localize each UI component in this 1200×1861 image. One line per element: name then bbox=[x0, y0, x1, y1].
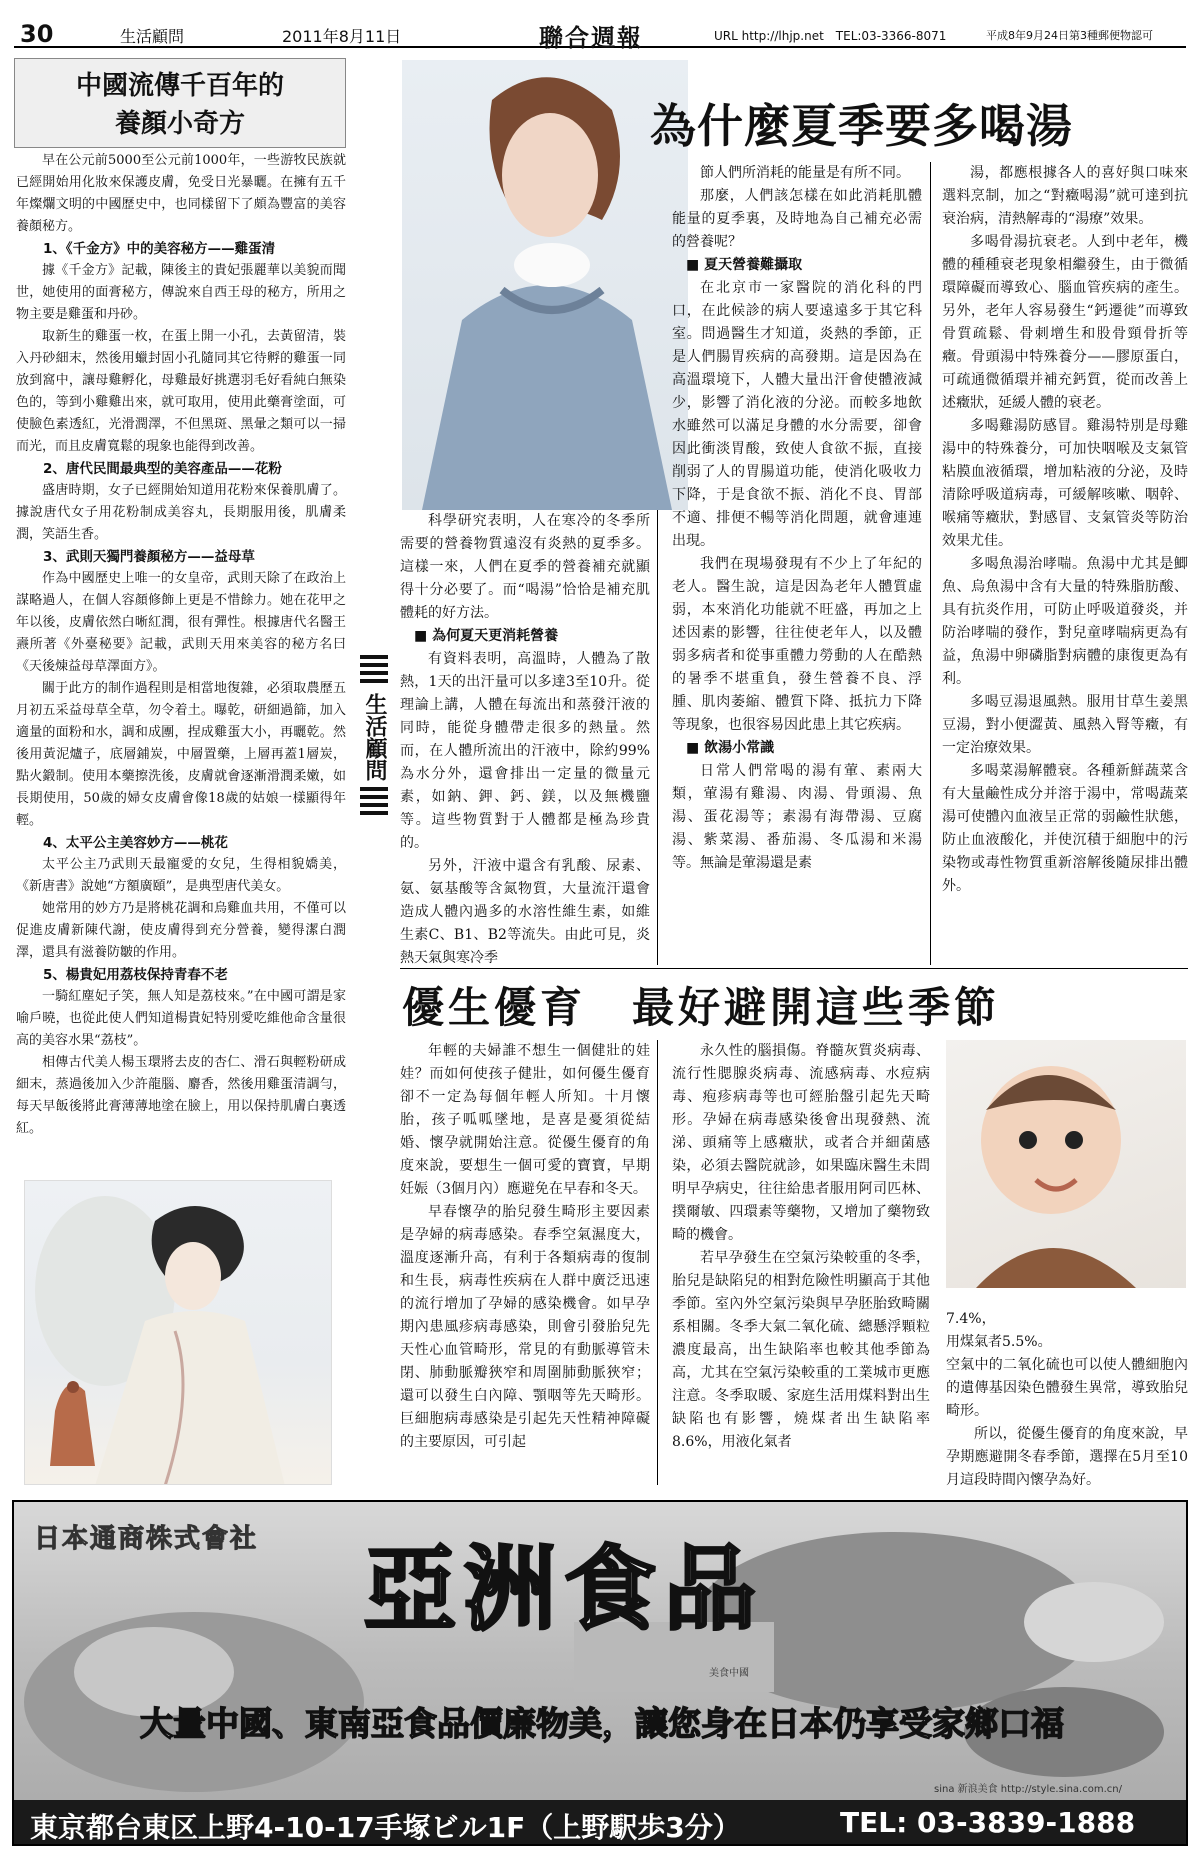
main-article-column-3 bbox=[942, 162, 1188, 965]
paragraph: 多喝骨湯抗衰老。人到中老年，機體的種種衰老現象相繼發生，由于微循環障礙而導致心、腦血管疾病的產生。另外，老年人容易發生“鈣遷徙”而導致骨質疏鬆、骨刺增生和股骨頸骨折等癥。骨頭湯中特殊養分——膠原蛋白，可疏通微循環并補充鈣質，從而改善上述癥狀，延緩人體的衰老。 bbox=[942, 234, 1188, 411]
paragraph: 相傳古代美人楊玉環將去皮的杏仁、滑石與輕粉研成細末，蒸過後加入少許龍腦、麝香，然後用雞蛋清調勻，每天早飯後將此膏薄薄地塗在臉上，用以保持肌膚白裏透紅。 bbox=[16, 1055, 346, 1136]
paragraph: 多喝菜湯解體衰。各種新鮮蔬菜含有大量鹼性成分并溶于湯中，常喝蔬菜湯可使體內血液呈正常的弱鹼性狀態，防止血液酸化，并使沉積于細胞中的污染物或毒性物質重新溶解後隨尿排出體外。 bbox=[942, 763, 1188, 894]
masthead: 聯合週報 bbox=[539, 24, 643, 52]
ad-watermark-meishi: 美食中國 bbox=[709, 1668, 749, 1679]
left-article-title bbox=[14, 58, 346, 148]
paragraph: 節人們所消耗的能量是有所不同。 bbox=[700, 165, 910, 181]
main-headline: 為什麼夏季要多喝湯 bbox=[650, 99, 1073, 153]
paragraph: 多喝魚湯治哮喘。魚湯中尤其是鯽魚、烏魚湯中含有大量的特殊脂肪酸、具有抗炎作用，可防止呼吸道發炎，并防治哮喘的發作，對兒童哮喘病更為有益，魚湯中卵磷脂對病體的康復更為有利。 bbox=[942, 556, 1188, 687]
issue-date: 2011年8月11日 bbox=[282, 27, 402, 46]
text-line: 7.4%， bbox=[946, 1311, 996, 1327]
second-article-column-3 bbox=[946, 1308, 1188, 1488]
ad-watermark-sina: sina 新浪美食 http://style.sina.com.cn/ bbox=[934, 1784, 1122, 1795]
asia-food-advertisement bbox=[12, 1500, 1188, 1846]
paragraph: 一騎紅塵妃子笑，無人知是荔枝來。”在中國可謂是家喻戶曉，也從此使人們知道楊貴妃特別愛吃維他命含量很高的美容水果“荔枝”。 bbox=[16, 989, 346, 1048]
paragraph: 多喝雞湯防感冒。雞湯特別是母雞湯中的特殊養分，可加快咽喉及支氣管粘膜血液循環，增加粘液的分泌，及時清除呼吸道病毒，可緩解咳嗽、咽幹、喉痛等癥狀，對感冒、支氣管炎等防治效果尤佳。 bbox=[942, 418, 1188, 549]
subheading: 5、楊貴妃用荔枝保持青春不老 bbox=[43, 967, 228, 983]
subheading: 3、武則天獨門養顏秘方——益母草 bbox=[43, 549, 255, 565]
second-headline: 優生優育 最好避開這些季節 bbox=[402, 983, 1001, 1032]
paragraph: 作為中國歷史上唯一的女皇帝，武則天除了在政治上謀略過人，在個人容顏修飾上更是不惜餘力。她在花甲之年以後，皮膚依然白晰紅潤，很有彈性。根據唐代名醫王燾所著《外臺秘要》記載，武則天用來美容的秘方名曰《天後煉益母草澤面方》。 bbox=[16, 571, 346, 674]
paragraph: 多喝豆湯退風熱。服用甘草生姜黑豆湯，對小便澀黃、風熱入腎等癥，有一定治療效果。 bbox=[942, 694, 1188, 756]
subheading: ■ 飲湯小常識 bbox=[686, 740, 775, 756]
ad-company-name: 日本通商株式會社 bbox=[34, 1524, 259, 1554]
second-article-column-2 bbox=[672, 1040, 930, 1485]
left-title-line2: 養顏小奇方 bbox=[114, 109, 245, 139]
paragraph: 有資料表明，高溫時，人體為了散熱，1天的出汗量可以多達3至10升。從理論上講，人體在每流出和蒸發汗液的同時，能從身體帶走很多的熱量。然而，在人體所流出的汗液中，除約99%為水分外，還會排出一定量的微量元素，如鈉、鉀、鈣、鎂，以及無機鹽等。這些物質對于人體都是極為珍貴的。 bbox=[400, 651, 650, 851]
paragraph: 所以，從優生優育的角度來說，早孕期應避開冬春季節，選擇在5月至10月這段時間內懷孕為好。 bbox=[946, 1426, 1188, 1488]
left-title-line1: 中國流傳千百年的 bbox=[75, 71, 284, 101]
postal-permit: 平成8年9月24日第3種郵便物認可 bbox=[986, 29, 1153, 42]
paragraph: 盛唐時期，女子已經開始知道用花粉來保養肌膚了。據說唐代女子用花粉制成美容丸，長期服用後，肌膚柔潤，笑語生香。 bbox=[16, 483, 346, 542]
paragraph: 若早孕發生在空氣污染較重的冬季，胎兒是缺陷兒的相對危險性明顯高于其他季節。室內外空氣污染與早孕胚胎致畸關系相關。冬季大氣二氧化硫、總懸浮顆粒濃度最高，出生缺陷率也較其他季節為高，尤其在空氣污染較重的工業城市更應注意。冬季取暖、家庭生活用煤料對出生缺陷也有影響，燒煤者出生缺陷率8.6%，用液化氣者 bbox=[672, 1250, 930, 1450]
page-header bbox=[14, 14, 1186, 52]
article-separator bbox=[400, 968, 1188, 969]
paragraph: 那麼，人們該怎樣在如此消耗肌體能量的夏季裏，及時地為自己補充必需的營養呢？ bbox=[672, 188, 922, 250]
subheading: ■ 夏天營養難攝取 bbox=[686, 257, 803, 273]
ad-footer-bar bbox=[14, 1800, 1188, 1846]
section-vertical-tag bbox=[360, 655, 388, 865]
decorative-stripes bbox=[360, 655, 388, 687]
second-article-column-1 bbox=[400, 1040, 650, 1485]
paragraph: 早春懷孕的胎兒發生畸形主要因素是孕婦的病毒感染。春季空氣濕度大，溫度逐漸升高，有利于各類病毒的復制和生長，病毒性疾病在人群中廣泛迅速的流行增加了孕婦的感染機會。如早孕期內患風疹病毒感染，則會引發胎兒先天性心血管畸形，常見的有動脈導管未閉、肺動脈瓣狹窄和周圍肺動脈狹窄；還可以發生白內障、顎咽等先天畸形。巨細胞病毒感染是引起先天性精神障礙的主要原因，可引起 bbox=[400, 1204, 650, 1450]
tang-beauty-illustration bbox=[24, 1180, 332, 1485]
ad-telephone: TEL: 03-3839-1888 bbox=[840, 1806, 1136, 1839]
paragraph: 另外，汗液中還含有乳酸、尿素、氨、氨基酸等含氮物質，大量流汗還會造成人體內過多的水溶性維生素，如維生素C、B1、B2等流失。由此可見，炎熱天氣與寒冷季 bbox=[400, 858, 650, 965]
text-line: 空氣中的二氧化硫也可以使人體細胞內的遺傳基因染色體發生異常，導致胎兒畸形。 bbox=[946, 1357, 1188, 1419]
paragraph: 取新生的雞蛋一枚，在蛋上開一小孔，去黃留清，裝入丹砂細末，然後用蠟封固小孔隨同其它待孵的雞蛋一同放到窩中，讓母雞孵化，母雞最好挑選羽毛好看純白無染色的，等到小雞雞出來，就可取用，使用此藥膏塗面，可使臉色素透紅，光滑潤澤，不但黑斑、黑暈之類可以一掃而光，而且皮膚寬鬆的現象也能得到改善。 bbox=[16, 329, 346, 454]
paragraph: 早在公元前5000至公元前1000年，一些游牧民族就已經開始用化妝來保護皮膚，免受日光暴曬。在擁有五千年燦爛文明的中國歷史中，也同樣留下了頗為豐富的美容養顏秘方。 bbox=[16, 153, 346, 234]
paragraph: 我們在現場發現有不少上了年紀的老人。醫生說，這是因為老年人體質虛弱，本來消化功能就不旺盛，再加之上述因素的影響，往往使老年人，以及體弱多病者和從事重體力勞動的人在酷熱的暑季不堪重負，發生營養不良、浮腫、肌肉萎縮、體質下降、抵抗力下降等現象，也很容易因此患上其它疾病。 bbox=[672, 556, 922, 733]
main-article-column-2 bbox=[672, 162, 922, 965]
paragraph: 據《千金方》記載，陳後主的貴妃張麗華以美貌而聞世，她使用的面膏秘方，傳說來自西王母的秘方，所用之物主要是雞蛋和丹砂。 bbox=[16, 263, 346, 322]
decorative-stripes bbox=[360, 787, 388, 819]
main-article-column-1 bbox=[400, 510, 650, 965]
ad-address: 東京都台東区上野4-10-17手塚ビル1F（上野駅歩3分） bbox=[30, 1811, 741, 1844]
contact-url-tel: URL http://lhjp.net TEL:03-3366-8071 bbox=[714, 29, 947, 43]
page-number: 30 bbox=[20, 20, 54, 48]
column-divider bbox=[930, 162, 931, 965]
section-name: 生活顧問 bbox=[120, 27, 185, 46]
subheading: 4、太平公主美容妙方——桃花 bbox=[43, 835, 228, 851]
column-divider bbox=[657, 1040, 658, 1485]
paragraph: 關于此方的制作過程則是相當地復雜，必須取農歷五月初五采益母草全草，勿令着土。曝乾，研細過篩，加入適量的面粉和水，調和成團，捏成雞蛋大小，再曬乾。然後用黃泥爐子，底層鋪炭，中層置藥，上層再蓋1層炭，點火鍛制。使用本藥擦洗後，皮膚就會逐漸滑潤柔嫩，如長期使用，50歲的婦女皮膚會像18歲的姑娘一樣顯得年輕。 bbox=[16, 681, 346, 828]
paragraph: 她常用的妙方乃是將桃花調和烏雞血共用，不僅可以促進皮膚新陳代謝，使皮膚得到充分營養，變得潔白潤澤，還具有滋養防皺的作用。 bbox=[16, 901, 346, 960]
paragraph: 年輕的夫婦誰不想生一個健壯的娃娃？而如何使孩子健壯，如何優生優育卻不一定為每個年輕人所知。十月懷胎，孩子呱呱墜地，是喜是憂須從結婚、懷孕就開始注意。從優生優育的角度來說，要想生一個可愛的寶寶，早期妊娠（3個月內）應避免在早春和冬天。 bbox=[400, 1043, 650, 1197]
paragraph: 湯，都應根據各人的喜好與口味來選料烹制，加之“對癥喝湯”就可達到抗衰治病，清熱解毒的“湯療”效果。 bbox=[942, 165, 1188, 227]
vertical-section-label: 生活顧問 bbox=[362, 693, 387, 781]
ad-brand-name: 亞洲食品 bbox=[364, 1536, 765, 1643]
woman-drinking-drawing bbox=[402, 60, 688, 510]
baby-drawing bbox=[946, 1040, 1186, 1288]
column-divider bbox=[657, 510, 658, 965]
ad-slogan: 大量中國、東南亞食品價廉物美，讓您身在日本仍享受家鄉口福 bbox=[140, 1704, 1064, 1743]
paragraph: 太平公主乃武則天最寵愛的女兒，生得相貌嬌美，《新唐書》說她“方額廣頤”，是典型唐代美女。 bbox=[16, 857, 346, 894]
tang-beauty-drawing bbox=[25, 1181, 332, 1485]
woman-drinking-photo bbox=[402, 60, 688, 510]
left-article-body bbox=[16, 150, 346, 1180]
paragraph: 科學研究表明，人在寒冷的冬季所需要的營養物質遠沒有炎熱的夏季多。這樣一來，人們在夏季的營養補充就顯得十分必要了。而“喝湯”恰恰是補充肌體耗的好方法。 bbox=[400, 513, 650, 621]
paragraph: 永久性的腦損傷。脊髓灰質炎病毒、流行性腮腺炎病毒、流感病毒、水痘病毒、疱疹病毒等也可經胎盤引起先天畸形。孕婦在病毒感染後會出現發熱、流涕、頭痛等上感癥狀，或者合并細菌感染，必須去醫院就診，如果臨床醫生未問明早孕病史，往往給患者服用阿司匹林、撲爾敏、四環素等藥物，又增加了藥物致畸的機會。 bbox=[672, 1043, 930, 1243]
subheading: 2、唐代民間最典型的美容產品——花粉 bbox=[43, 461, 282, 477]
text-line: 用煤氣者5.5%。 bbox=[946, 1334, 1052, 1350]
subheading: ■ 為何夏天更消耗營養 bbox=[414, 628, 559, 644]
paragraph: 在北京市一家醫院的消化科的門口，在此候診的病人要遠遠多于其它科室。問過醫生才知道，炎熱的季節，正是人們腸胃疾病的高發期。這是因為在高溫環境下，人體大量出汗會使體液減少，影響了消化液的分泌。而較多地飲水雖然可以滿足身體的水分需要，卻會因此衝淡胃酸，致使人食欲不振，直接削弱了人的胃腸道功能，使消化吸收力下降，于是食欲不振、消化不良、胃部不適、排便不暢等消化問題，就會連連出現。 bbox=[672, 280, 922, 549]
baby-photo bbox=[946, 1040, 1186, 1288]
subheading: 1、《千金方》中的美容秘方——雞蛋清 bbox=[43, 241, 276, 257]
paragraph: 日常人們常喝的湯有葷、素兩大類，葷湯有雞湯、肉湯、骨頭湯、魚湯、蛋花湯等；素湯有海帶湯、豆腐湯、紫菜湯、番茄湯、冬瓜湯和米湯等。無論是葷湯還是素 bbox=[672, 763, 922, 871]
